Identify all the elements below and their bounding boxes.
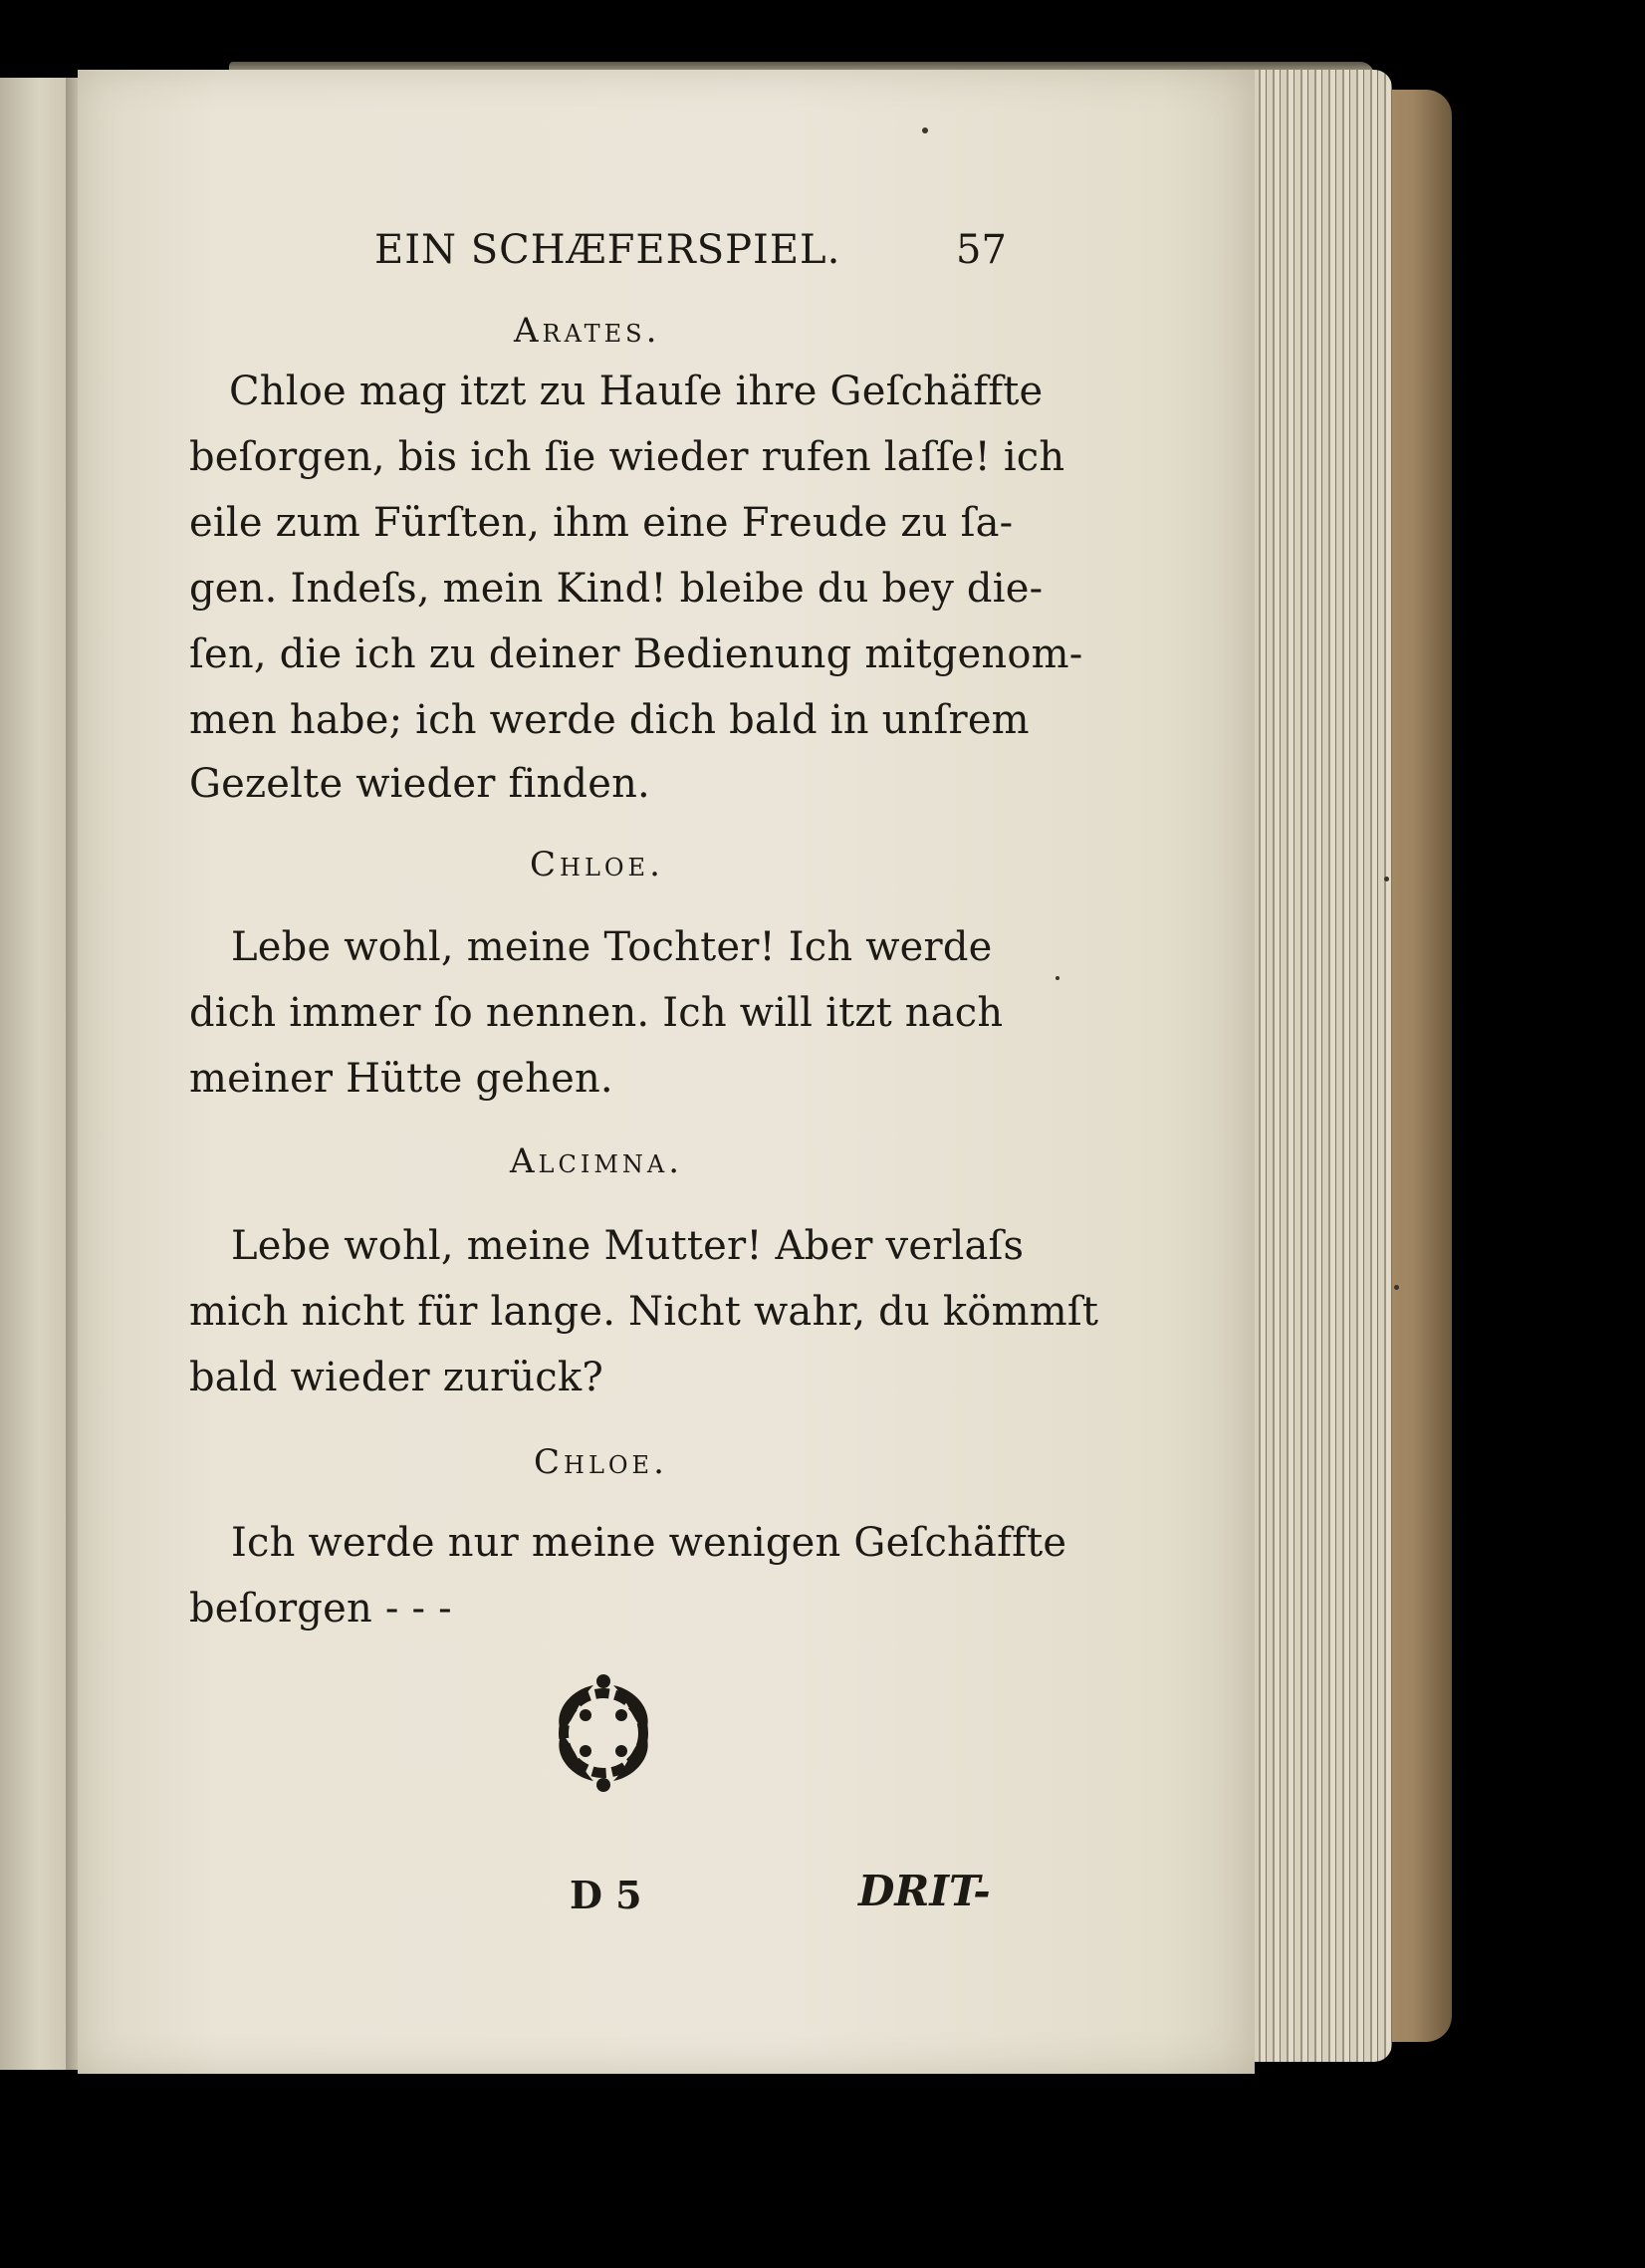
paper-speck <box>1056 976 1059 980</box>
text-line: meiner Hütte gehen. <box>189 1056 613 1102</box>
speaker-heading: Chloe. <box>534 1442 668 1482</box>
signature-mark: D 5 <box>570 1873 642 1917</box>
text-line: Lebe wohl, meine Tochter! Ich werde <box>231 924 993 970</box>
text-line: Chloe mag itzt zu Hauſe ihre Geſchäffte <box>229 369 1044 414</box>
text-line: Gezelte wieder finden. <box>189 761 650 807</box>
text-line: bald wieder zurück? <box>189 1355 603 1400</box>
text-line: beſorgen - - - <box>189 1586 452 1632</box>
stacked-page-edges <box>1253 70 1392 2062</box>
speaker-heading: Arates. <box>514 311 661 351</box>
page-number: 57 <box>956 227 1007 273</box>
speaker-heading: Alcimna. <box>510 1141 684 1181</box>
text-line: Ich werde nur meine wenigen Geſchäffte <box>231 1520 1067 1566</box>
paper-speck <box>1384 877 1389 882</box>
speaker-heading: Chloe. <box>530 845 664 884</box>
text-line: men habe; ich werde dich bald in unſrem <box>189 697 1030 743</box>
previous-page-edge <box>0 78 69 2070</box>
text-line: beſorgen, bis ich ſie wieder rufen laſſe! ich <box>189 434 1065 480</box>
catchword: DRIT- <box>858 1867 991 1915</box>
text-line: Lebe wohl, meine Mutter! Aber verlaſs <box>231 1223 1025 1269</box>
floral-vignette-icon <box>542 1671 665 1795</box>
text-line: eile zum Fürſten, ihm eine Freude zu ſa- <box>189 500 1014 546</box>
text-line: dich immer ſo nennen. Ich will itzt nach <box>189 990 1004 1036</box>
text-line: ſen, die ich zu deiner Bedienung mitgenom- <box>189 631 1083 677</box>
text-line: mich nicht für lange. Nicht wahr, du kömmſt <box>189 1289 1099 1335</box>
text-line: gen. Indeſs, mein Kind! bleibe du bey die- <box>189 566 1044 612</box>
paper-speck <box>922 127 928 133</box>
paper-speck <box>1394 1285 1399 1290</box>
running-head: EIN SCHÆFERSPIEL. <box>374 227 841 273</box>
